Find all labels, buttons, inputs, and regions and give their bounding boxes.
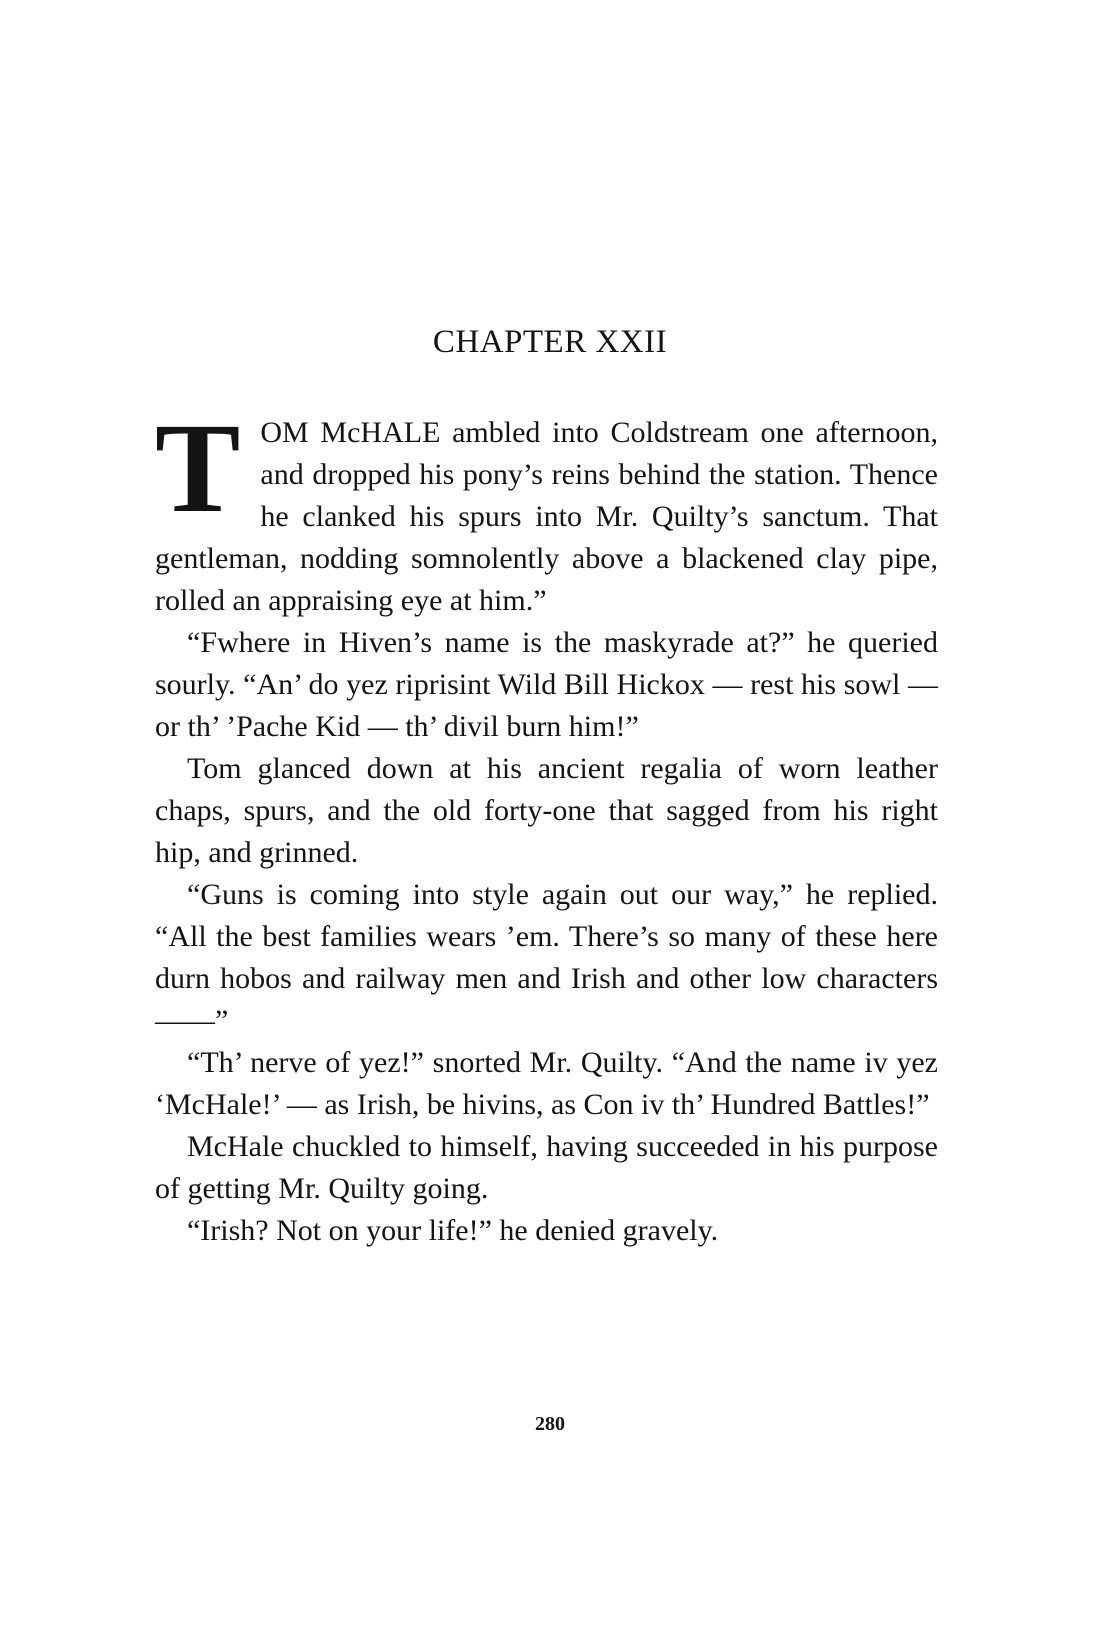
paragraph: “Th’ nerve of yez!” snorted Mr. Quilty. “And the name iv yez ‘McHale!’ — as Irish, be hivins, as Con iv th’ Hundred Battles!” [155, 1046, 938, 1121]
paragraph: “Irish? Not on your life!” he denied gravely. [187, 1214, 719, 1247]
drop-cap-letter: T [155, 397, 241, 539]
body-text [155, 397, 938, 1252]
paragraph: “Fwhere in Hiven’s name is the maskyrade at?” he queried sourly. “An’ do yez riprisint Wild Bill Hickox — rest his sowl — or th’ ’Pache Kid — th’ divil burn him!” [155, 626, 938, 743]
paragraph: Tom glanced down at his ancient regalia of worn leather chaps, spurs, and the old forty-one that sagged from his right hip, and grinned. [155, 752, 938, 869]
page-number: 280 [535, 1413, 565, 1435]
paragraph: McHale chuckled to himself, having succeeded in his purpose of getting Mr. Quilty going. [155, 1130, 938, 1205]
paragraph: “Guns is coming into style again out our way,” he replied. “All the best families wears ’em. There’s so many of these here durn hobos and railway men and Irish and other low characters ——” [155, 878, 938, 1037]
paragraph-opening [155, 397, 938, 622]
chapter-title: CHAPTER XXII [432, 324, 668, 360]
paragraph-text: OM McHALE ambled into Coldstream one afternoon, and dropped his pony’s reins behind the station. Thence he clanked his spurs into Mr. Quilty’s sanctum. That gentleman, nodding somnolently above a blackened clay pipe, rolled an appraising eye at him.” [155, 416, 938, 617]
